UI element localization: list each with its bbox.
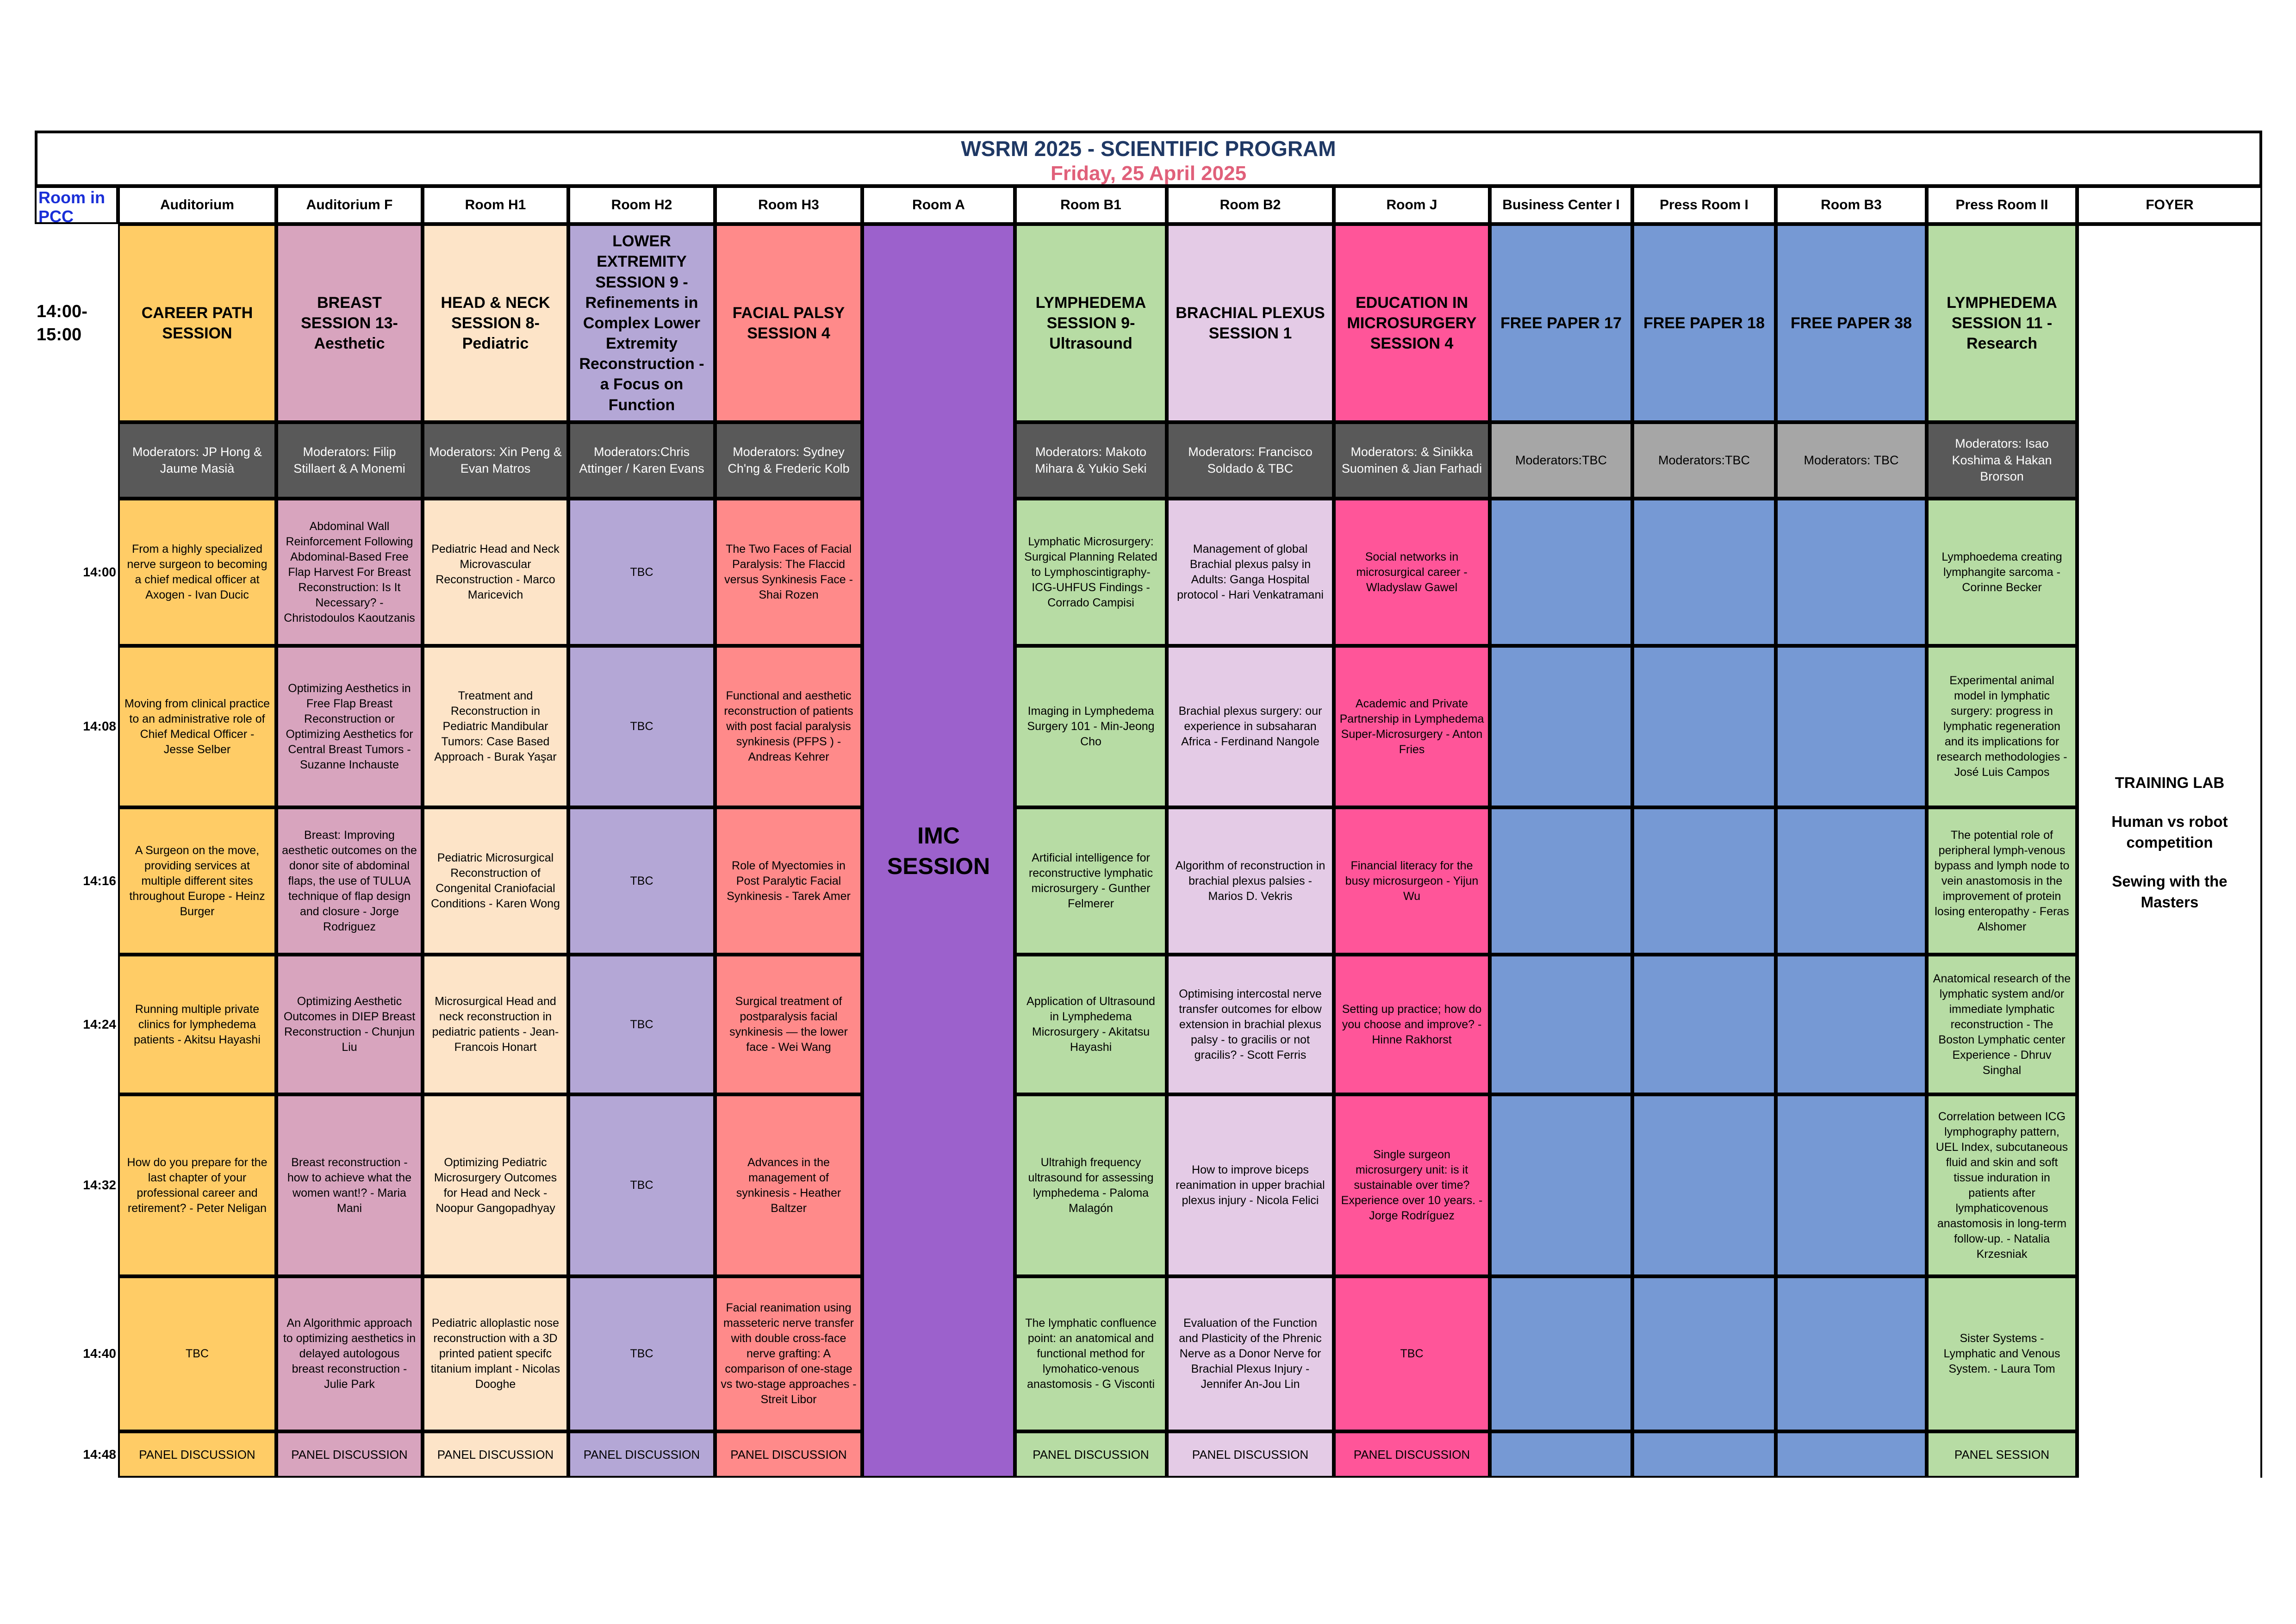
moderators: Moderators: JP Hong & Jaume Masià [118,422,276,499]
talk-cell: Correlation between ICG lymphography pattern, UEL Index, subcutaneous fluid and skin and soft tissue induration in patients after lymphaticovenous anastomosis in long-term follow-up. - Natalia Krzesniak [1927,1094,2077,1276]
talk-cell: PANEL DISCUSSION [568,1431,715,1478]
moderators: Moderators: Isao Koshima & Hakan Brorson [1927,422,2077,499]
talk-cell: Running multiple private clinics for lymphedema patients - Akitsu Hayashi [118,955,276,1094]
talk-cell: Moving from clinical practice to an administrative role of Chief Medical Officer - Jesse Selber [118,646,276,807]
talk-cell: Academic and Private Partnership in Lymphedema Super-Microsurgery - Anton Fries [1334,646,1490,807]
empty-slot [1632,646,1776,807]
talk-cell: An Algorithmic approach to optimizing aesthetics in delayed autologous breast reconstruction - Julie Park [276,1276,423,1431]
talk-cell: TBC [568,955,715,1094]
talk-cell: PANEL SESSION [1927,1431,2077,1478]
session-title: BREAST SESSION 13- Aesthetic [276,224,423,422]
talk-cell: TBC [568,807,715,955]
empty-slot [1490,1431,1632,1478]
empty-slot [1490,955,1632,1094]
foyer-item: TRAINING LAB [2115,774,2225,791]
talk-cell: TBC [568,646,715,807]
room-header: Room A [862,186,1015,224]
talk-cell: Optimizing Pediatric Microsurgery Outcomes for Head and Neck - Noopur Gangopadhyay [423,1094,568,1276]
talk-cell: PANEL DISCUSSION [1167,1431,1334,1478]
empty-slot [1632,499,1776,646]
talk-cell: TBC [568,1276,715,1431]
talk-cell: Breast reconstruction - how to achieve what the women want!? - Maria Mani [276,1094,423,1276]
talk-cell: Surgical treatment of postparalysis facial synkinesis — the lower face - Wei Wang [715,955,862,1094]
talk-cell: The lymphatic confluence point: an anatomical and functional method for lymohatico-venous anastomosis - G Visconti [1015,1276,1167,1431]
moderators: Moderators: Makoto Mihara & Yukio Seki [1015,422,1167,499]
moderators: Moderators:TBC [1632,422,1776,499]
talk-cell: Role of Myectomies in Post Paralytic Facial Synkinesis - Tarek Amer [715,807,862,955]
session-title: LOWER EXTREMITY SESSION 9 - Refinements in Complex Lower Extremity Reconstruction - a Focus on Function [568,224,715,422]
talk-cell: Sister Systems - Lymphatic and Venous System. - Laura Tom [1927,1276,2077,1431]
imc-session: IMC SESSION [862,224,1015,1478]
talk-cell: A Surgeon on the move, providing services at multiple different sites throughout Europe - Heinz Burger [118,807,276,955]
talk-cell: TBC [568,499,715,646]
empty-slot [1776,1094,1927,1276]
empty-slot [1490,646,1632,807]
room-header: Room B3 [1776,186,1927,224]
room-header: Room B1 [1015,186,1167,224]
empty-slot [1776,1276,1927,1431]
talk-cell: The Two Faces of Facial Paralysis: The Flaccid versus Synkinesis Face - Shai Rozen [715,499,862,646]
talk-cell: Treatment and Reconstruction in Pediatric Mandibular Tumors: Case Based Approach - Burak Yaşar [423,646,568,807]
empty-slot [1632,1094,1776,1276]
empty-slot [1490,1276,1632,1431]
talk-cell: Optimizing Aesthetic Outcomes in DIEP Breast Reconstruction - Chunjun Liu [276,955,423,1094]
empty-slot [1776,646,1927,807]
talk-cell: Lymphatic Microsurgery: Surgical Planning Related to Lymphoscintigraphy-ICG-UHFUS Findings - Corrado Campisi [1015,499,1167,646]
moderators: Moderators: Sydney Ch'ng & Frederic Kolb [715,422,862,499]
empty-slot [1632,807,1776,955]
empty-slot [1490,499,1632,646]
talk-cell: TBC [118,1276,276,1431]
talk-cell: How to improve biceps reanimation in upper brachial plexus injury - Nicola Felici [1167,1094,1334,1276]
room-header: Room B2 [1167,186,1334,224]
talk-cell: Application of Ultrasound in Lymphedema Microsurgery - Akitatsu Hayashi [1015,955,1167,1094]
foyer-item: Sewing with the Masters [2112,873,2228,911]
talk-cell: Abdominal Wall Reinforcement Following Abdominal-Based Free Flap Harvest For Breast Reconstruction: Is It Necessary? - Christodoulos Kaoutzanis [276,499,423,646]
block-time: 14:00- 15:00 [37,301,87,344]
empty-slot [1632,1431,1776,1478]
moderators: Moderators: Xin Peng & Evan Matros [423,422,568,499]
time-slot: 14:40 [83,1346,116,1361]
moderators: Moderators: Francisco Soldado & TBC [1167,422,1334,499]
moderators: Moderators: & Sinikka Suominen & Jian Farhadi [1334,422,1490,499]
time-slot: 14:08 [83,719,116,734]
talk-cell: Ultrahigh frequency ultrasound for assessing lymphedema - Paloma Malagón [1015,1094,1167,1276]
room-header: FOYER [2077,186,2262,224]
foyer-item: Human vs robot competition [2111,813,2228,851]
talk-cell: Microsurgical Head and neck reconstruction in pediatric patients - Jean-Francois Honart [423,955,568,1094]
empty-slot [1490,807,1632,955]
talk-cell: Breast: Improving aesthetic outcomes on the donor site of abdominal flaps, the use of TULUA technique of flap design and closure - Jorge Rodriguez [276,807,423,955]
time-slot: 14:24 [83,1017,116,1031]
talk-cell: PANEL DISCUSSION [118,1431,276,1478]
program-sheet [35,131,2262,1478]
talk-cell: Advances in the management of synkinesis - Heather Baltzer [715,1094,862,1276]
talk-cell: PANEL DISCUSSION [423,1431,568,1478]
talk-cell: Setting up practice; how do you choose and improve? - Hinne Rakhorst [1334,955,1490,1094]
talk-cell: PANEL DISCUSSION [1015,1431,1167,1478]
empty-slot [1776,1431,1927,1478]
session-title: FREE PAPER 18 [1632,224,1776,422]
session-title: FREE PAPER 17 [1490,224,1632,422]
talk-cell: How do you prepare for the last chapter of your professional career and retirement? - Peter Neligan [118,1094,276,1276]
room-header: Auditorium F [276,186,423,224]
room-header: Room H1 [423,186,568,224]
empty-slot [1632,1276,1776,1431]
talk-cell: PANEL DISCUSSION [276,1431,423,1478]
session-title: LYMPHEDEMA SESSION 11 - Research [1927,224,2077,422]
talk-cell: Social networks in microsurgical career - Wladyslaw Gawel [1334,499,1490,646]
room-header: Room H3 [715,186,862,224]
talk-cell: Functional and aesthetic reconstruction of patients with post facial paralysis synkinesis (PFPS ) - Andreas Kehrer [715,646,862,807]
empty-slot [1490,1094,1632,1276]
foyer-training-lab [2077,224,2262,1478]
talk-cell: Experimental animal model in lymphatic surgery: progress in lymphatic regeneration and its implications for research methodologies - José Luis Campos [1927,646,2077,807]
talk-cell: Financial literacy for the busy microsurgeon - Yijun Wu [1334,807,1490,955]
session-title: EDUCATION IN MICROSURGERY SESSION 4 [1334,224,1490,422]
moderators: Moderators: Filip Stillaert & A Monemi [276,422,423,499]
talk-cell: PANEL DISCUSSION [715,1431,862,1478]
session-title: FACIAL PALSY SESSION 4 [715,224,862,422]
time-slot: 14:16 [83,873,116,888]
title-block [35,131,2262,186]
talk-cell: PANEL DISCUSSION [1334,1431,1490,1478]
page-title: WSRM 2025 - SCIENTIFIC PROGRAM [961,137,1336,161]
room-header: Press Room II [1927,186,2077,224]
talk-cell: Algorithm of reconstruction in brachial plexus palsies - Marios D. Vekris [1167,807,1334,955]
room-header: Business Center I [1490,186,1632,224]
time-slot: 14:00 [83,564,116,579]
room-label: Room in PCC [35,186,118,224]
session-title: CAREER PATH SESSION [118,224,276,422]
moderator-blank [35,422,118,499]
moderators: Moderators:TBC [1490,422,1632,499]
session-title: FREE PAPER 38 [1776,224,1927,422]
empty-slot [1776,499,1927,646]
talk-cell: Single surgeon microsurgery unit: is it sustainable over time? Experience over 10 years. - Jorge Rodríguez [1334,1094,1490,1276]
talk-cell: Pediatric Head and Neck Microvascular Reconstruction - Marco Maricevich [423,499,568,646]
talk-cell: Anatomical research of the lymphatic system and/or immediate lymphatic reconstruction - The Boston Lymphatic center Experience - Dhruv Singhal [1927,955,2077,1094]
session-title: HEAD & NECK SESSION 8- Pediatric [423,224,568,422]
moderators: Moderators: TBC [1776,422,1927,499]
time-slot: 14:48 [83,1447,116,1462]
talk-cell: Optimising intercostal nerve transfer outcomes for elbow extension in brachial plexus palsy - to gracilis or not gracilis? - Scott Ferris [1167,955,1334,1094]
talk-cell: Optimizing Aesthetics in Free Flap Breast Reconstruction or Optimizing Aesthetics for Central Breast Tumors - Suzanne Inchauste [276,646,423,807]
empty-slot [1776,807,1927,955]
moderators: Moderators:Chris Attinger / Karen Evans [568,422,715,499]
empty-slot [1776,955,1927,1094]
time-slot: 14:32 [83,1178,116,1193]
room-header: Press Room I [1632,186,1776,224]
talk-cell: From a highly specialized nerve surgeon to becoming a chief medical officer at Axogen - Ivan Ducic [118,499,276,646]
session-title: BRACHIAL PLEXUS SESSION 1 [1167,224,1334,422]
talk-cell: Pediatric alloplastic nose reconstruction with a 3D printed patient specifc titanium implant - Nicolas Dooghe [423,1276,568,1431]
talk-cell: The potential role of peripheral lymph-venous bypass and lymph node to vein anastomosis in the improvement of protein losing enteropathy - Feras Alshomer [1927,807,2077,955]
talk-cell: Imaging in Lymphedema Surgery 101 - Min-Jeong Cho [1015,646,1167,807]
talk-cell: Facial reanimation using masseteric nerve transfer with double cross-face nerve grafting: A comparison of one-stage vs two-stage approaches - Streit Libor [715,1276,862,1431]
page-subtitle: Friday, 25 April 2025 [1050,162,1247,185]
room-header: Auditorium [118,186,276,224]
talk-cell: Pediatric Microsurgical Reconstruction of Congenital Craniofacial Conditions - Karen Wong [423,807,568,955]
room-header: Room J [1334,186,1490,224]
session-title: LYMPHEDEMA SESSION 9- Ultrasound [1015,224,1167,422]
talk-cell: TBC [1334,1276,1490,1431]
talk-cell: Artificial intelligence for reconstructive lymphatic microsurgery - Gunther Felmerer [1015,807,1167,955]
talk-cell: Lymphoedema creating lymphangite sarcoma - Corinne Becker [1927,499,2077,646]
talk-cell: Management of global Brachial plexus palsy in Adults: Ganga Hospital protocol - Hari Venkatramani [1167,499,1334,646]
talk-cell: Evaluation of the Function and Plasticity of the Phrenic Nerve as a Donor Nerve for Brachial Plexus Injury - Jennifer An-Jou Lin [1167,1276,1334,1431]
room-header: Room H2 [568,186,715,224]
talk-cell: TBC [568,1094,715,1276]
talk-cell: Brachial plexus surgery: our experience in subsaharan Africa - Ferdinand Nangole [1167,646,1334,807]
empty-slot [1632,955,1776,1094]
